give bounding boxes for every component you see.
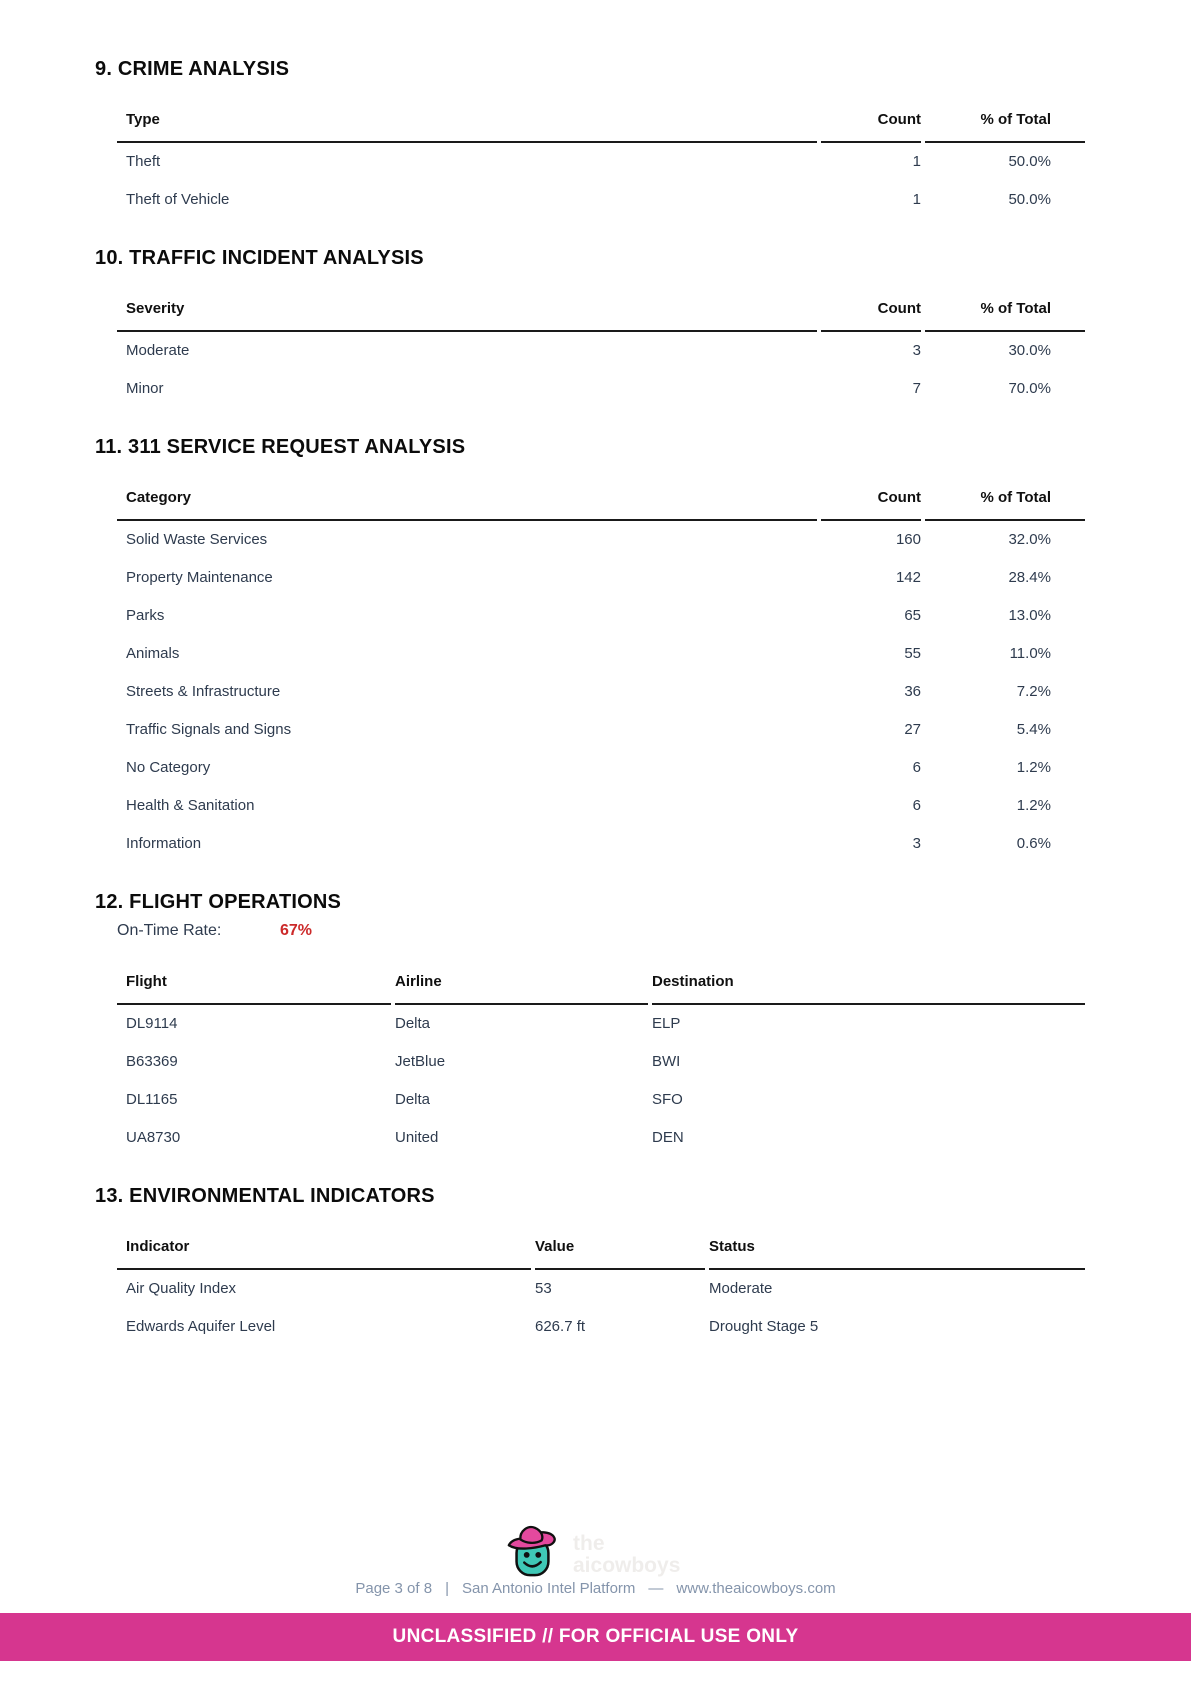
table-cell: 1 bbox=[912, 191, 921, 208]
traffic-incident-table bbox=[113, 300, 1089, 408]
footer-website: www.theaicowboys.com bbox=[676, 1580, 836, 1597]
table-cell: United bbox=[395, 1129, 439, 1146]
page-footer bbox=[0, 1580, 1191, 1597]
table-row bbox=[117, 1308, 1085, 1346]
table-row bbox=[117, 1081, 1085, 1119]
table-cell: UA8730 bbox=[126, 1129, 181, 1146]
table-header-row bbox=[117, 489, 1085, 521]
column-header: Airline bbox=[395, 973, 648, 1005]
on-time-rate-label: On-Time Rate: bbox=[117, 922, 222, 939]
table-cell: 626.7 ft bbox=[535, 1318, 586, 1335]
table-row bbox=[117, 787, 1085, 825]
section-title-flight: 12. FLIGHT OPERATIONS bbox=[95, 891, 342, 913]
table-cell: 6 bbox=[912, 759, 921, 776]
table-cell: 70.0% bbox=[1008, 380, 1051, 397]
table-cell: 160 bbox=[895, 531, 921, 548]
table-cell: Property Maintenance bbox=[126, 569, 273, 586]
table-row bbox=[117, 143, 1085, 181]
column-header: Flight bbox=[117, 973, 391, 1005]
table-cell: 27 bbox=[904, 721, 921, 738]
table-cell: 30.0% bbox=[1008, 342, 1051, 359]
table-cell: Streets & Infrastructure bbox=[126, 683, 281, 700]
table-row bbox=[117, 597, 1085, 635]
section-flight-operations bbox=[95, 891, 1096, 1157]
table-cell: 55 bbox=[904, 645, 921, 662]
table-row bbox=[117, 370, 1085, 408]
table-cell: JetBlue bbox=[395, 1053, 446, 1070]
on-time-rate-value: 67% bbox=[280, 922, 313, 939]
column-header: Count bbox=[821, 300, 921, 332]
column-header: % of Total bbox=[925, 300, 1085, 332]
column-header: Destination bbox=[652, 973, 1085, 1005]
table-cell: 32.0% bbox=[1008, 531, 1051, 548]
column-header: Count bbox=[821, 489, 921, 521]
table-cell: Health & Sanitation bbox=[126, 797, 255, 814]
table-header-row bbox=[117, 300, 1085, 332]
table-cell: 1.2% bbox=[1016, 759, 1051, 776]
section-title-crime: 9. CRIME ANALYSIS bbox=[95, 58, 290, 80]
table-row bbox=[117, 673, 1085, 711]
table-cell: SFO bbox=[652, 1091, 683, 1108]
table-cell: Moderate bbox=[709, 1280, 773, 1297]
table-cell: Solid Waste Services bbox=[126, 531, 268, 548]
classification-banner bbox=[0, 1613, 1191, 1661]
table-cell: Drought Stage 5 bbox=[709, 1318, 819, 1335]
table-header-row bbox=[117, 111, 1085, 143]
table-row bbox=[117, 1005, 1085, 1043]
column-header: Count bbox=[821, 111, 921, 143]
on-time-rate bbox=[95, 922, 1096, 940]
footer-dash: — bbox=[648, 1580, 664, 1597]
table-cell: 28.4% bbox=[1008, 569, 1051, 586]
column-header: Status bbox=[709, 1238, 1085, 1270]
ai-cowboys-wordmark bbox=[573, 1533, 688, 1577]
table-row bbox=[117, 711, 1085, 749]
table-cell: Minor bbox=[126, 380, 164, 397]
table-cell: Air Quality Index bbox=[126, 1280, 237, 1297]
section-traffic-incident bbox=[95, 247, 1096, 408]
table-cell: 1.2% bbox=[1016, 797, 1051, 814]
column-header: Category bbox=[117, 489, 817, 521]
table-cell: ELP bbox=[652, 1015, 681, 1032]
table-cell: 5.4% bbox=[1016, 721, 1051, 738]
flight-table bbox=[113, 973, 1089, 1157]
table-cell: 1 bbox=[912, 153, 921, 170]
table-cell: 7.2% bbox=[1016, 683, 1051, 700]
table-cell: 6 bbox=[912, 797, 921, 814]
column-header: % of Total bbox=[925, 111, 1085, 143]
section-environmental-indicators bbox=[95, 1185, 1096, 1346]
crime-table bbox=[113, 111, 1089, 219]
table-cell: Theft of Vehicle bbox=[126, 191, 230, 208]
footer-logo-row bbox=[0, 1524, 1191, 1585]
service-request-table bbox=[113, 489, 1089, 863]
table-row bbox=[117, 1119, 1085, 1157]
table-cell: Theft bbox=[126, 153, 161, 170]
table-cell: DL1165 bbox=[126, 1091, 178, 1108]
table-cell: BWI bbox=[652, 1053, 681, 1070]
table-cell: DL9114 bbox=[126, 1015, 178, 1032]
table-cell: Information bbox=[126, 835, 202, 852]
table-cell: 65 bbox=[904, 607, 921, 624]
table-cell: Delta bbox=[395, 1091, 431, 1108]
ai-cowboys-logo-icon bbox=[503, 1524, 561, 1585]
table-cell: 7 bbox=[912, 380, 921, 397]
table-cell: Animals bbox=[126, 645, 180, 662]
table-cell: 50.0% bbox=[1008, 191, 1051, 208]
table-row bbox=[117, 181, 1085, 219]
section-title-environmental: 13. ENVIRONMENTAL INDICATORS bbox=[95, 1185, 435, 1207]
table-cell: 142 bbox=[895, 569, 921, 586]
section-crime-analysis bbox=[95, 58, 1096, 219]
table-row bbox=[117, 635, 1085, 673]
table-cell: 53 bbox=[535, 1280, 552, 1297]
table-row bbox=[117, 749, 1085, 787]
table-cell: 11.0% bbox=[1009, 645, 1051, 662]
table-cell: Traffic Signals and Signs bbox=[126, 721, 292, 738]
section-title-traffic: 10. TRAFFIC INCIDENT ANALYSIS bbox=[95, 247, 424, 269]
table-cell: 3 bbox=[912, 835, 921, 852]
column-header: Indicator bbox=[117, 1238, 531, 1270]
table-cell: B63369 bbox=[126, 1053, 178, 1070]
classification-banner-text: UNCLASSIFIED // FOR OFFICIAL USE ONLY bbox=[392, 1626, 799, 1647]
table-cell: 3 bbox=[912, 342, 921, 359]
table-header-row bbox=[117, 1238, 1085, 1270]
table-cell: 0.6% bbox=[1016, 835, 1051, 852]
table-cell: Delta bbox=[395, 1015, 431, 1032]
footer-page-number: Page 3 of 8 bbox=[355, 1580, 433, 1597]
table-cell: 36 bbox=[904, 683, 921, 700]
wordmark-line-2: aicowboys bbox=[573, 1553, 681, 1577]
table-row bbox=[117, 1043, 1085, 1081]
table-cell: DEN bbox=[652, 1129, 684, 1146]
table-row bbox=[117, 332, 1085, 370]
table-cell: 13.0% bbox=[1008, 607, 1051, 624]
table-header-row bbox=[117, 973, 1085, 1005]
table-row bbox=[117, 825, 1085, 863]
column-header: % of Total bbox=[925, 489, 1085, 521]
column-header: Value bbox=[535, 1238, 705, 1270]
wordmark-line-1: the bbox=[573, 1531, 605, 1555]
section-title-311: 11. 311 SERVICE REQUEST ANALYSIS bbox=[95, 436, 466, 458]
table-cell: Edwards Aquifer Level bbox=[126, 1318, 276, 1335]
environmental-table bbox=[113, 1238, 1089, 1346]
column-header: Type bbox=[117, 111, 817, 143]
table-row bbox=[117, 559, 1085, 597]
table-cell: No Category bbox=[126, 759, 211, 776]
table-cell: Moderate bbox=[126, 342, 190, 359]
table-cell: 50.0% bbox=[1008, 153, 1051, 170]
table-row bbox=[117, 521, 1085, 559]
footer-platform-name: San Antonio Intel Platform bbox=[461, 1580, 636, 1597]
section-311-service-requests bbox=[95, 436, 1096, 863]
column-header: Severity bbox=[117, 300, 817, 332]
footer-separator: | bbox=[445, 1580, 449, 1597]
table-cell: Parks bbox=[126, 607, 165, 624]
table-row bbox=[117, 1270, 1085, 1308]
